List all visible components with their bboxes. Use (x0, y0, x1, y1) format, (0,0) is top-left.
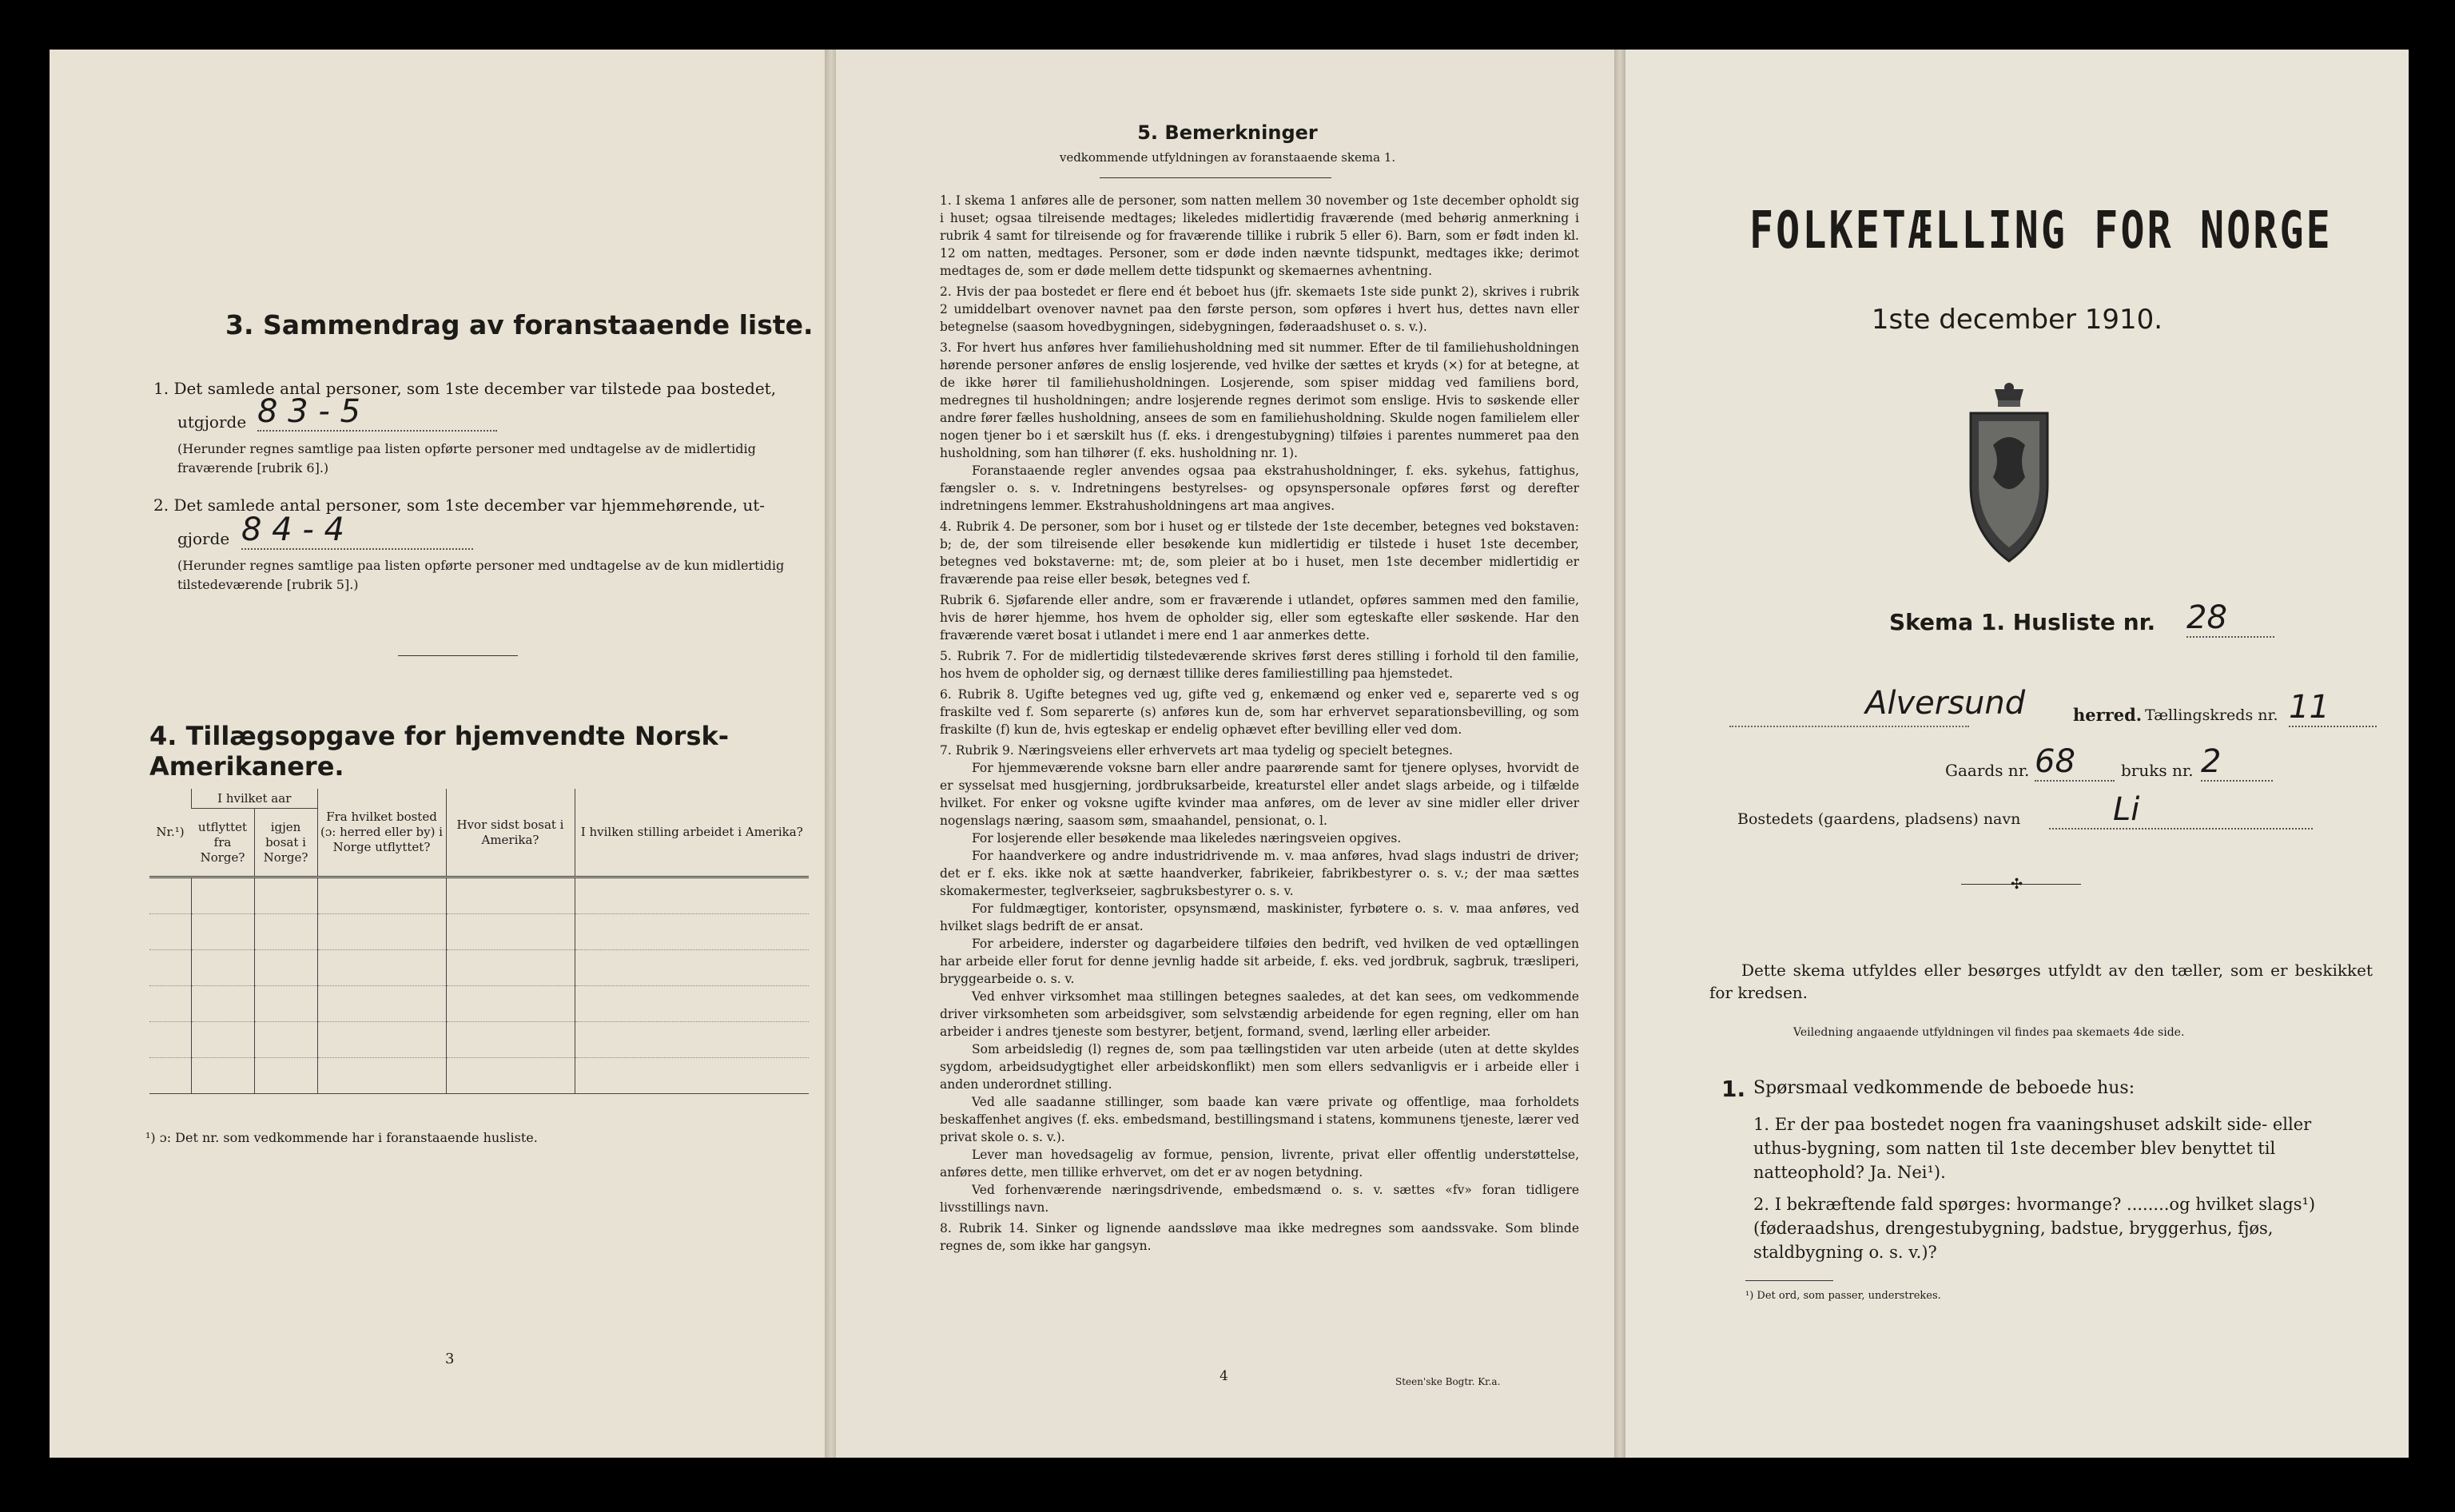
printer-mark: Steen'ske Bogtr. Kr.a. (1395, 1376, 1501, 1387)
item2-text: 2. Det samlede antal personer, som 1ste december var hjemmehørende, ut- (153, 495, 765, 515)
item1-value: 8 3 - 5 (257, 393, 497, 432)
ornament-icon: ✣ (2011, 876, 2023, 893)
remark-2: 2. Hvis der paa bostedet er flere end ét beboet hus (jfr. skemaets 1ste side punkt 2), skrives i rubrik 2 umiddelbart ovenover navnet paa den første person, som opføres i hvert hus, dettes navn eller betegnelse (saasom hovedbygningen, sidebygningen, føderaadshuset o. s. v.). (940, 284, 1579, 334)
col-occupation: I hvilken stilling arbeidet i Amerika? (575, 789, 809, 877)
q1-title: Spørsmaal vedkommende de beboede hus: (1753, 1078, 2135, 1098)
kreds-label: Tællingskreds nr. (2145, 706, 2278, 724)
col-from-where: Fra hvilket bosted (ɔ: herred eller by) i Norge utflyttet? (317, 789, 446, 877)
item2-note: (Herunder regnes samtlige paa listen opførte personer med undtagelse av de kun midlertidig tilstedeværende [rubrik 5].) (177, 558, 785, 592)
item1-note: (Herunder regnes samtlige paa listen opførte personer med undtagelse av de midlertidig fraværende [rubrik 6].) (177, 441, 756, 475)
remark-7j: Ved forhenværende næringsdrivende, embedsmænd o. s. v. sættes «fv» foran tidligere livsstillings navn. (940, 1183, 1579, 1215)
divider (1745, 1280, 1833, 1281)
bruks-label: bruks nr. (2121, 761, 2194, 780)
item1-label: utgjorde (177, 412, 247, 432)
kreds-value: 11 (2289, 689, 2377, 727)
remark-7: 7. Rubrik 9. Næringsveiens eller erhvervets art maa tydelig og specielt betegnes. (940, 743, 1453, 758)
coat-of-arms-icon (1961, 381, 2057, 573)
col-last-residence: Hvor sidst bosat i Amerika? (446, 789, 575, 877)
herred-label: herred. (2073, 705, 2143, 725)
remark-8: 8. Rubrik 14. Sinker og lignende aandssløve maa ikke medregnes som aandssvake. Som blinde regnes de, som ikke har gangsyn. (940, 1221, 1579, 1253)
item1-text: 1. Det samlede antal personer, som 1ste december var tilstede paa bostedet, (153, 379, 777, 398)
remark-7e: For arbeidere, inderster og dagarbeidere tilføies den bedrift, ved hvilken de ved optællingen har arbeide eller forut for denne jevnlig hadde sit arbeide, f. eks. ved jordbruk, sagbruk, træsliperi, bryggearbeide o. s. v. (940, 937, 1579, 986)
item2-label: gjorde (177, 529, 230, 548)
remark-7h: Ved alle saadanne stillinger, som baade kan være private og offentlige, maa forholdets beskaffenhet angives (f. eks. embedsmand, bestillingsmand i statens, kommunens tjeneste, lærer ved privat skole o. s. v.). (940, 1095, 1579, 1144)
col-group-year: I hvilket aar (192, 789, 318, 809)
q1-item2: 2. I bekræftende fald spørges: hvormange? ........og hvilket slags¹) (føderaadshus, drengestubygning, badstue, bryggerhus, fjøs, staldbygning o. s. v.)? (1753, 1195, 2316, 1262)
item2-value: 8 4 - 4 (241, 511, 473, 550)
q1-item1: 1. Er der paa bostedet nogen fra vaaningshuset adskilt side- eller uthus-bygning, som natten til 1ste december blev benyttet til natteophold? Ja. Nei¹). (1753, 1115, 2312, 1182)
page-number: 3 (445, 1351, 455, 1367)
remark-7b: For losjerende eller besøkende maa likeledes næringsveien opgives. (972, 831, 1402, 846)
footnote: ¹) Det ord, som passer, understrekes. (1745, 1290, 1941, 1302)
table-footnote: ¹) ɔ: Det nr. som vedkommende har i foranstaaende husliste. (145, 1130, 538, 1145)
remark-7i: Lever man hovedsagelig av formue, pension, livrente, privat eller offentlig understøttelse, anføres dette, men tillike erhvervet, om det er av nogen betydning. (940, 1148, 1579, 1180)
remark-7f: Ved enhver virksomhet maa stillingen betegnes saaledes, at det kan sees, om vedkommende driver virksomheten som arbeidsgiver, som selvstændig arbeidende for egen regning, eller om han arbeider i andres tjeneste som bestyrer, betjent, formand, svend, lærling eller arbeider. (940, 989, 1579, 1039)
gaards-value: 68 (2035, 743, 2115, 782)
remark-7a: For hjemmeværende voksne barn eller andre paarørende samt for tjenere oplyses, hvorvidt de er sysselsat med husgjerning, jordbruksarbeide, kreaturstel eller andet slags arbeide, og i tilfælde hvilket. For enker og voksne ugifte kvinder maa anføres, om de lever av sine midler eller driver nogenslags næring, saasom søm, smaahandel, pensionat, o. l. (940, 761, 1579, 828)
remark-7g: Som arbeidsledig (l) regnes de, som paa tællingstiden var uten arbeide (uten at dette skyldes sygdom, arbeidsudygtighet eller arbeidskonflikt) men som ellers sedvanligvis er i arbeide eller i anden underordnet stilling. (940, 1042, 1579, 1092)
table-row (149, 986, 809, 1022)
intro-note: Veiledning angaaende utfyldningen vil findes paa skemaets 4de side. (1793, 1026, 2185, 1039)
intro-text: Dette skema utfyldes eller besørges utfyldt av den tæller, som er beskikket for kredsen. (1709, 961, 2373, 1002)
census-title: FOLKETÆLLING FOR NORGE (1749, 201, 2333, 261)
husliste-nr: 28 (2186, 599, 2274, 638)
remark-6: 6. Rubrik 8. Ugifte betegnes ved ug, gifte ved g, enkemænd og enker ved e, separerte ved s og fraskilte ved f. Som separerte (s) anføres kun de, som har erhvervet separationsbevilling, og som fraskilte (f) kun de, hvis egteskap er endelig ophævet efter bevilling eller ved dom. (940, 687, 1579, 737)
bruks-value: 2 (2201, 743, 2273, 782)
table-row (149, 877, 809, 914)
remark-3b: Foranstaaende regler anvendes ogsaa paa ekstrahusholdninger, f. eks. sykehus, fattighus, fængsler o. s. v. Indretningens bestyrelses- og opsynspersonale opføres først og derefter indretningens lemmer. Ekstrahusholdningens art maa angives. (940, 464, 1579, 513)
table-row (149, 1058, 809, 1094)
remark-7c: For haandverkere og andre industridrivende m. v. maa anføres, hvad slags industri de driver; det er f. eks. ikke nok at sætte haandverker, fabrikeier, fabrikbestyrer o. s. v.; der maa sættes skomakermester, teglverkseier, sagbruksbestyrer o. s. v. (940, 849, 1579, 898)
page-4 (836, 50, 1619, 1458)
remark-4b: Rubrik 6. Sjøfarende eller andre, som er fraværende i utlandet, opføres sammen med den familie, hvis de hører hjemme, hos hvem de opholder sig, eller som egteskafte eller søskende. Har den fraværende været bosat i utlandet i mere end 1 aar anmerkes dette. (940, 593, 1579, 643)
spine (1614, 50, 1625, 1458)
norsk-amerikaner-table (149, 789, 809, 1094)
page-3 (50, 50, 826, 1458)
q1-number: 1. (1721, 1076, 1746, 1102)
gaards-label: Gaards nr. (1945, 761, 2030, 780)
col-returned: igjen bosat i Norge? (254, 809, 317, 877)
census-date: 1ste december 1910. (1871, 304, 2163, 336)
remark-4: 4. Rubrik 4. De personer, som bor i huset og er tilstede der 1ste december, betegnes ved bokstaven: b; de, der som tilreisende eller besøkende kun midlertidig er tilstede i huset 1ste december, betegnes ved bokstaverne: mt; de, som pleier at bo i huset, men 1ste december midlertidig er fraværende paa reise eller besøk, betegnes ved f. (940, 519, 1579, 587)
remark-5: 5. Rubrik 7. For de midlertidig tilstedeværende skrives først deres stilling i forhold til den familie, hos hvem de opholder sig, og dernæst tillike deres familiestilling paa hjemstedet. (940, 649, 1579, 681)
divider (1100, 177, 1331, 178)
herred-value: Alversund (1865, 685, 2026, 722)
divider (398, 655, 518, 656)
skema-label: Skema 1. Husliste nr. (1889, 609, 2156, 635)
remarks-text (940, 192, 1579, 1255)
page-1 (1625, 50, 2409, 1458)
remarks-subtitle: vedkommende utfyldningen av foranstaaende skema 1. (1059, 150, 1396, 165)
table-row (149, 950, 809, 986)
section3-title: 3. Sammendrag av foranstaaende liste. (225, 309, 814, 340)
table-row (149, 1022, 809, 1058)
remark-7d: For fuldmægtiger, kontorister, opsynsmænd, maskinister, fyrbøtere o. s. v. maa anføres, ved hvilket slags bedrift de er ansat. (940, 901, 1579, 933)
col-nr: Nr.¹) (149, 789, 192, 877)
remarks-title: 5. Bemerkninger (1137, 121, 1318, 144)
remark-3: 3. For hvert hus anføres hver familiehusholdning med sit nummer. Efter de til familiehusholdningen hørende personer anføres de enslig losjerende, ved hvilke der sættes et kryds (×) for at betegne, at de ikke hører til familiehusholdningen. Losjerende, som spiser middag ved familiens bord, medregnes til husholdningen; andre losjerende regnes derimot som enslige. Hvis to søskende eller andre fører fælles husholdning, ansees de som en familiehusholdning. Skulde nogen familielem eller nogen tjener bo i et særskilt hus (f. eks. i drengestubygning) tilføies i parentes nummeret paa den husholdning, som han tilhører (f. eks. husholdning nr. 1). (940, 340, 1579, 460)
table-row (149, 914, 809, 950)
col-emigrated: utflyttet fra Norge? (192, 809, 255, 877)
bosted-label: Bostedets (gaardens, pladsens) navn (1737, 810, 2021, 828)
page-number: 4 (1220, 1368, 1228, 1384)
section4-title: 4. Tillægsopgave for hjemvendte Norsk-Amerikanere. (149, 721, 730, 782)
remark-1: 1. I skema 1 anføres alle de personer, som natten mellem 30 november og 1ste december opholdt sig i huset; ogsaa tilreisende medtages; likeledes midlertidig fraværende (med behørig anmerkning i rubrik 4 samt for tilreisende og for fraværende tillike i rubrik 5 eller 6). Barn, som er født inden kl. 12 om natten, medtages. Personer, som er døde inden nævnte tidspunkt, medtages ikke; derimot medtages de, som er døde mellem dette tidspunkt og skemaernes avhentning. (940, 193, 1579, 278)
bosted-value: Li (2049, 791, 2313, 830)
